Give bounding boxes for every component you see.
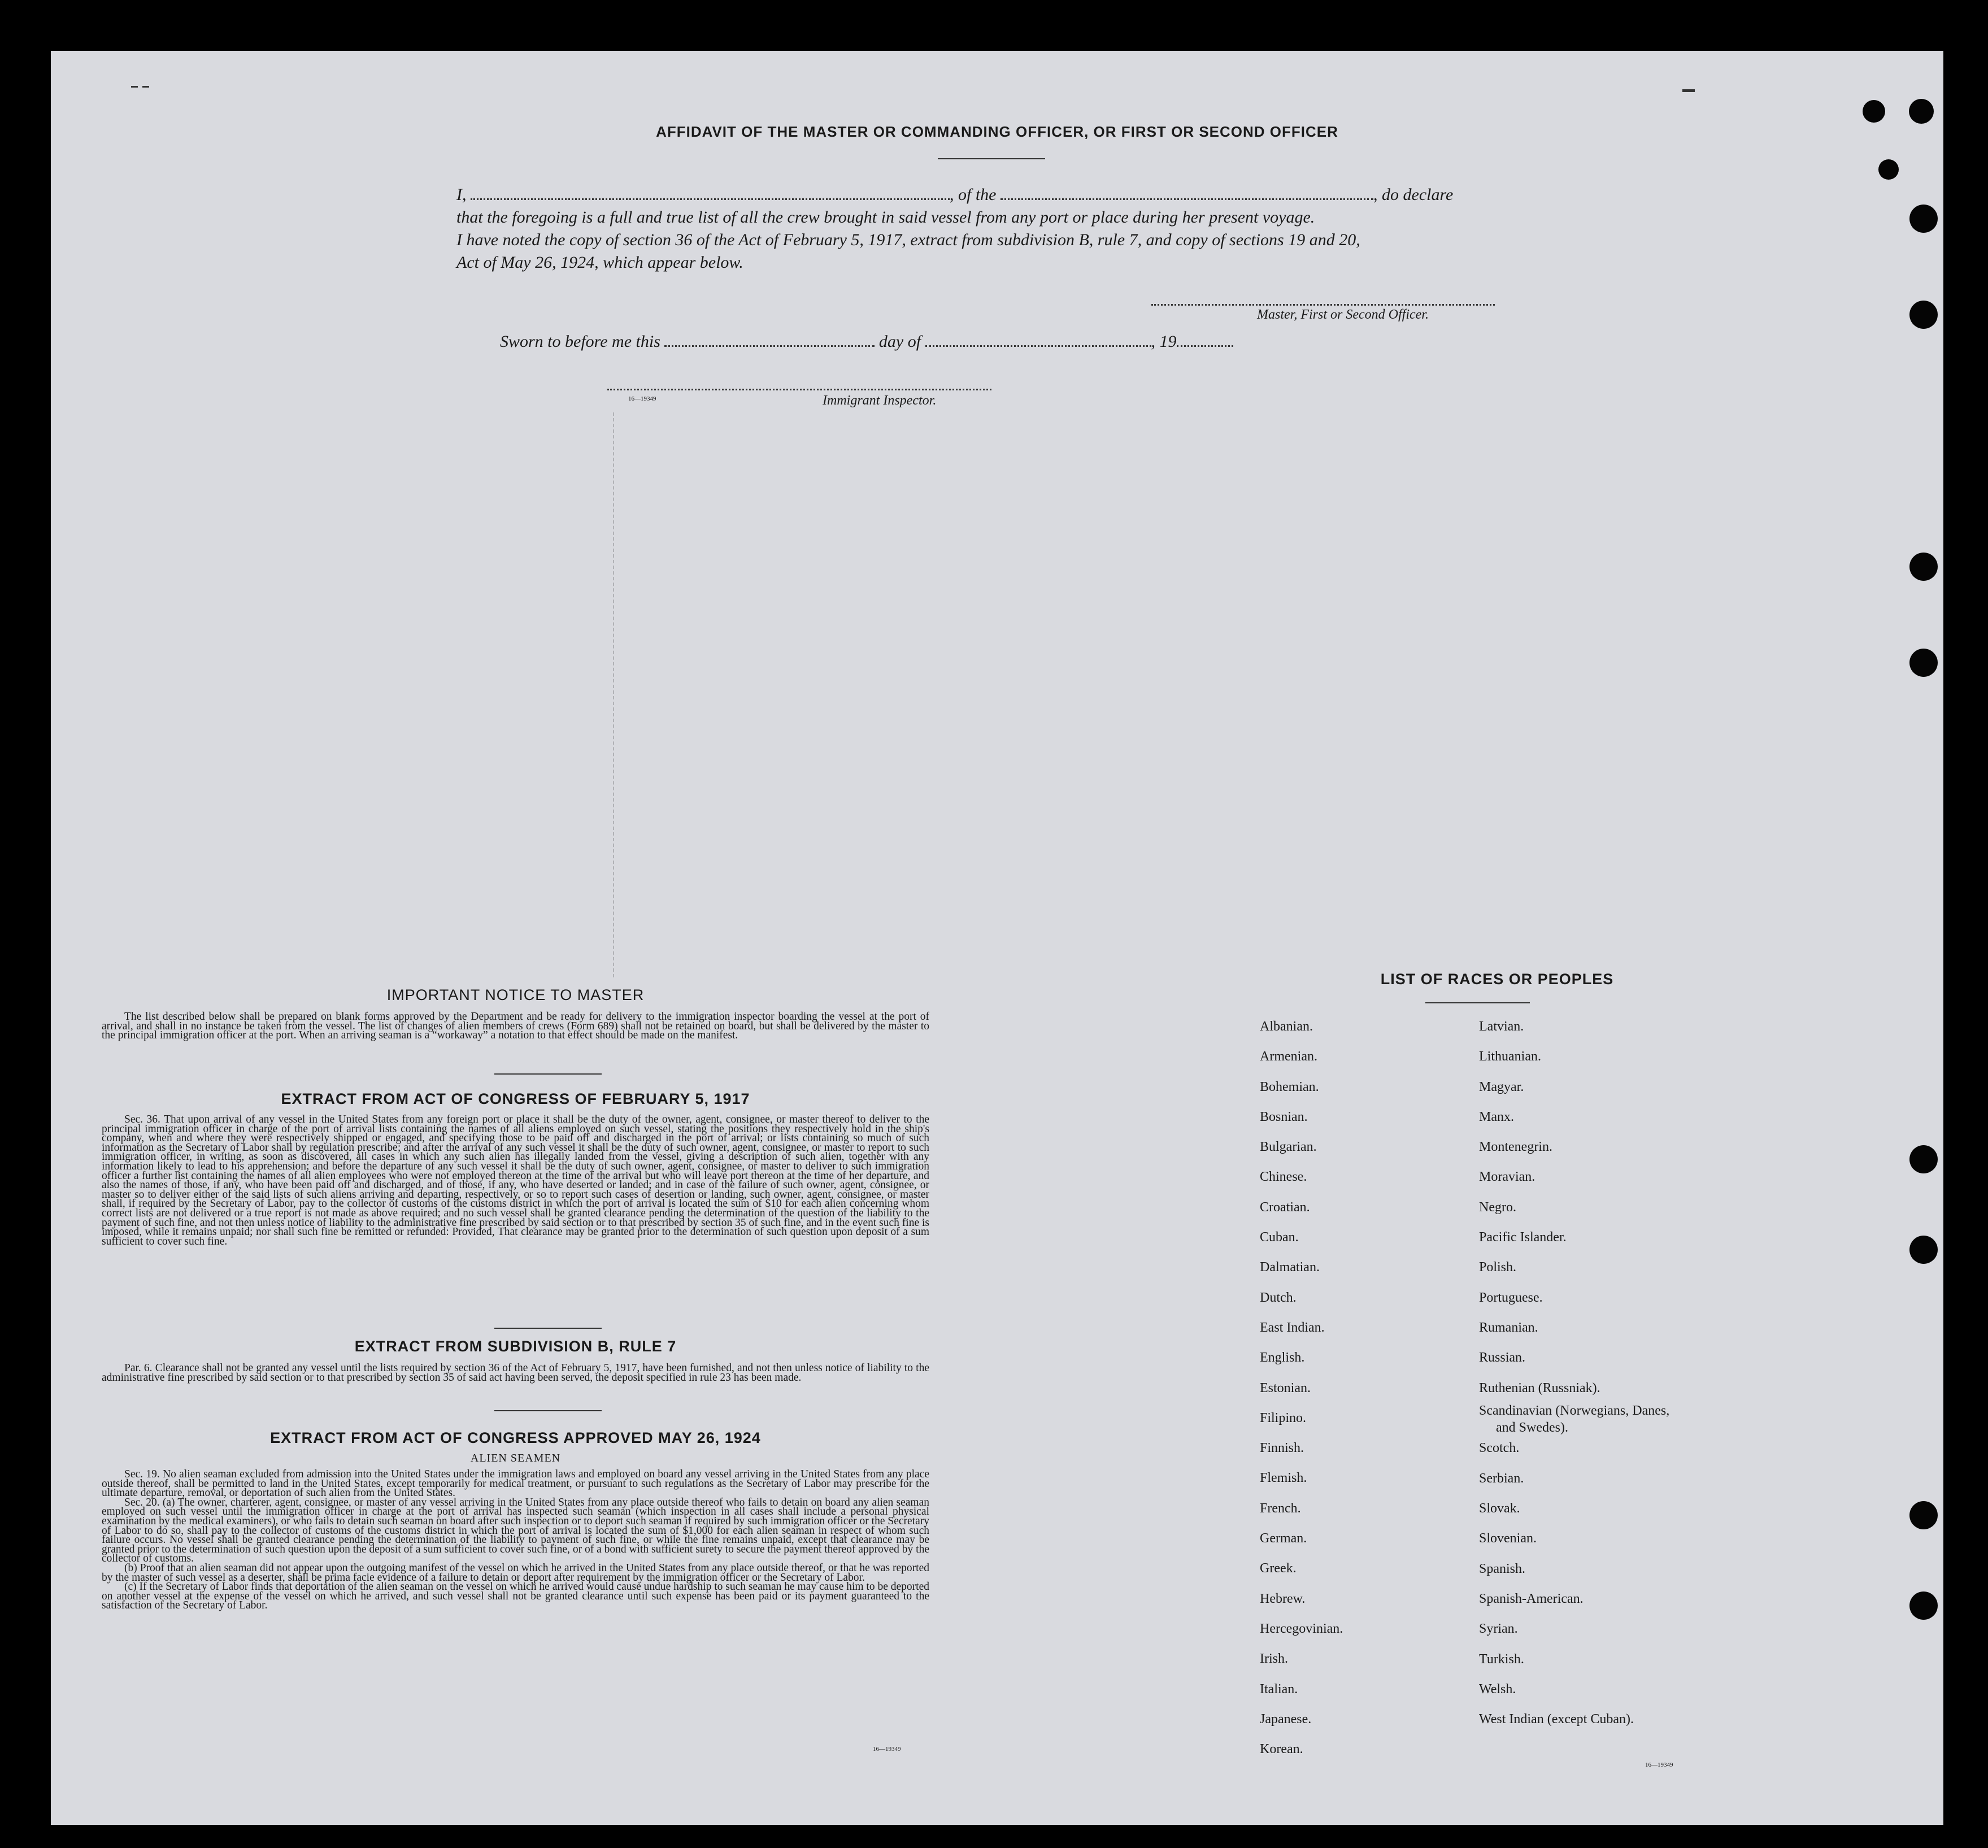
divider xyxy=(938,158,1045,159)
form-number: 16—19349 xyxy=(873,1746,901,1753)
race-item: Magyar. xyxy=(1479,1079,1524,1094)
sworn-label: Sworn to before me this xyxy=(500,332,660,351)
year-label: , 19 xyxy=(1151,332,1177,351)
race-item: Moravian. xyxy=(1479,1169,1535,1185)
punch-hole xyxy=(1909,99,1934,124)
race-item: Spanish. xyxy=(1479,1561,1526,1576)
race-item: Manx. xyxy=(1479,1109,1514,1124)
race-item: Latvian. xyxy=(1479,1019,1524,1034)
affidavit-line-3: I have noted the copy of section 36 of the Act of February 5, 1917, extract from subdivision B, rule 7, and copy of sections 19 and 20, xyxy=(456,231,1360,249)
race-item: Greek. xyxy=(1260,1561,1297,1576)
sec-20a-text: Sec. 20. (a) The owner, charterer, agent, consignee, or master of any vessel arriving in the United States from any place outside thereof who fails to detain on board any alien seaman employed on such vessel until the immigration officer in charge at the port of arrival has inspected such seaman (which inspection in all cases shall include a personal physical examination by the medical examiners), or who fails to detain such seaman on board after such inspection or to deport such seaman if required by such immigration officer or the Secretary of Labor to do so, shall pay to the collector of customs of the customs district in which the port of arrival is located the sum of $1,000 for each alien seaman in respect of whom such failure occurs. No vessel shall be granted clearance pending the determination of the liability to payment of such fine, or while the fine remains unpaid, except that clearance may be granted prior to the determination of such question upon the deposit of a sum sufficient to cover such fine, or of a bond with sufficient surety to secure the payment thereof approved by the collector of customs. xyxy=(102,1496,929,1565)
race-item: Flemish. xyxy=(1260,1471,1307,1486)
race-item: Rumanian. xyxy=(1479,1320,1538,1335)
punch-hole xyxy=(1909,553,1938,581)
race-item: Chinese. xyxy=(1260,1169,1307,1185)
race-item: Scotch. xyxy=(1479,1441,1520,1456)
race-item: Polish. xyxy=(1479,1260,1517,1275)
race-item: Russian. xyxy=(1479,1350,1526,1366)
affidavit-line-2: that the foregoing is a full and true list of all the crew brought in said vessel from any port or place during her present voyage. xyxy=(456,208,1315,227)
scan-mark xyxy=(1682,89,1695,92)
races-right-column xyxy=(1479,1018,1739,1741)
race-item: Scandinavian (Norwegians, Danes, and Swedes). xyxy=(1479,1403,1670,1435)
rule7-text: Par. 6. Clearance shall not be granted any vessel until the lists required by section 36 of the Act of February 5, 1917, have been furnished, and not then unless notice of liability to the administrative fine prescribed by said section or to that prescribed by section 35 of said act having been served, the deposit specified in rule 23 has been made. xyxy=(102,1362,929,1384)
punch-hole xyxy=(1909,1592,1938,1620)
notice-text: The list described below shall be prepared on blank forms approved by the Department and be ready for delivery to the immigration inspector boarding the vessel at the port of arrival, and shall in no instance be taken from the vessel. The list of changes of alien members of crews (Form 689) shall not be retained on board, but shall be delivered by the master to the principal immigration officer at the port. When an arriving seaman is a “workaway” a notation to that effect should be made on the manifest. xyxy=(102,1011,929,1042)
race-item: Bohemian. xyxy=(1260,1079,1319,1094)
divider xyxy=(494,1328,602,1329)
column-guide-marks xyxy=(613,412,620,977)
race-item: Croatian. xyxy=(1260,1199,1310,1215)
sworn-month-field[interactable] xyxy=(925,345,1151,347)
extract-1917-text: Sec. 36. That upon arrival of any vessel in the United States from any foreign port or place it shall be the duty of the owner, agent, consignee, or master thereof to deliver to the principal immigration officer in charge of the port of arrival lists containing the names of all aliens employed on such vessel, stating the positions they respectively hold in the ship's company, when and where they were respectively shipped or engaged, and specifying those to be paid off and discharged in the port of arrival; or lists containing so much of such information as the Secretary of Labor shall by regulation prescribe; and after the arrival of any such vessel it shall be the duty of such owner, agent, consignee, or master to report to such immigration officer, in writing, as soon as discovered, all cases in which any such alien has illegally landed from the vessel, giving a description of such alien, together with any information likely to lead to his apprehension; and before the departure of any such vessel it shall be the duty of such owner, agent, consignee, or master to deliver to such immigration officer a further list containing the names of all alien employees who were not employed thereon at the time of the arrival but who will leave port thereon at the time of her departure, and also the names of those, if any, who have been paid off and discharged, and of those, if any, who have deserted or landed; and in case of the failure of such owner, agent, consignee, or master so to deliver either of the said lists of such aliens arriving and departing, respectively, or so to report such cases of desertion or landing, such owner, agent, consignee, or master shall, if required by the Secretary of Labor, pay to the collector of customs of the customs district in which the port of arrival is located the sum of $10 for each alien concerning whom correct lists are not delivered or a true report is not made as above required; and no such vessel shall be granted clearance pending the determination of the question of the liability to the payment of such fine, and not then unless notice of liability to the administrative fine prescribed by said section or to that prescribed by section 35 of such fine, and in the event such fine is imposed, while it remains unpaid; nor shall such fine be remitted or refunded: Provided, That clearance may be granted prior to the determination of such question upon deposit of a sum sufficient to cover such fine. xyxy=(102,1114,929,1247)
race-item: Welsh. xyxy=(1479,1681,1516,1697)
i-label: I, xyxy=(456,185,467,204)
rule7-title: EXTRACT FROM SUBDIVISION B, RULE 7 xyxy=(354,1338,677,1355)
race-item: Estonian. xyxy=(1260,1380,1311,1395)
punch-hole xyxy=(1909,301,1938,329)
race-item: Dutch. xyxy=(1260,1290,1297,1305)
alien-seamen-subtitle: ALIEN SEAMEN xyxy=(470,1452,561,1464)
race-item: Slovenian. xyxy=(1479,1531,1537,1546)
race-item: Bulgarian. xyxy=(1260,1140,1317,1155)
race-item: Finnish. xyxy=(1260,1441,1304,1456)
race-item: Montenegrin. xyxy=(1479,1140,1552,1155)
race-item: Hebrew. xyxy=(1260,1591,1306,1606)
punch-hole xyxy=(1909,1236,1938,1264)
master-signature-line[interactable] xyxy=(1151,304,1495,306)
race-item: Hercegovinian. xyxy=(1260,1621,1343,1636)
divider xyxy=(1425,1002,1530,1003)
race-item: Italian. xyxy=(1260,1681,1298,1697)
divider xyxy=(494,1410,602,1411)
inspector-signature-label: Immigrant Inspector. xyxy=(823,393,937,408)
race-item: Bosnian. xyxy=(1260,1109,1308,1124)
day-of-label: day of xyxy=(878,332,921,351)
punch-hole xyxy=(1878,159,1899,180)
affidavit-line-1 xyxy=(456,185,1453,205)
race-item: Irish. xyxy=(1260,1651,1288,1667)
sec-19-text: Sec. 19. No alien seaman excluded from admission into the United States under the immigration laws and employed on board any vessel arriving in the United States from any place outside thereof, shall be permitted to land in the United States, except temporarily for medical treatment, or pursuant to such regulations as the Secretary of Labor may prescribe for the ultimate departure, removal, or deportation of such alien from the United States. xyxy=(102,1468,929,1499)
punch-hole xyxy=(1863,100,1885,123)
extract-1924-body xyxy=(102,1470,929,1611)
race-item: Japanese. xyxy=(1260,1711,1312,1727)
name-field[interactable] xyxy=(471,198,950,200)
race-item: Albanian. xyxy=(1260,1019,1313,1034)
race-item: Ruthenian (Russniak). xyxy=(1479,1380,1600,1395)
vessel-field[interactable] xyxy=(1000,198,1373,200)
punch-hole xyxy=(1909,205,1938,233)
scan-mark xyxy=(142,86,149,88)
race-item: East Indian. xyxy=(1260,1320,1325,1335)
race-item: English. xyxy=(1260,1350,1305,1366)
race-item: Serbian. xyxy=(1479,1471,1524,1486)
sworn-day-field[interactable] xyxy=(664,345,875,347)
race-item: Slovak. xyxy=(1479,1501,1520,1516)
of-the-label: , of the xyxy=(950,185,997,204)
race-item: Filipino. xyxy=(1260,1410,1307,1425)
race-item: Armenian. xyxy=(1260,1049,1317,1064)
race-item: West Indian (except Cuban). xyxy=(1479,1712,1634,1727)
race-item: Turkish. xyxy=(1479,1651,1524,1667)
sworn-year-field[interactable] xyxy=(1177,345,1233,347)
extract-1917-title: EXTRACT FROM ACT OF CONGRESS OF FEBRUARY 5, 1917 xyxy=(281,1090,750,1107)
race-item: Negro. xyxy=(1479,1199,1516,1215)
race-item: French. xyxy=(1260,1501,1301,1516)
inspector-signature-line[interactable] xyxy=(607,389,991,390)
races-left-column xyxy=(1260,1018,1452,1771)
punch-hole xyxy=(1909,1145,1938,1173)
do-declare-label: , do declare xyxy=(1373,185,1454,204)
race-item: Portuguese. xyxy=(1479,1290,1543,1305)
sworn-line xyxy=(500,332,1233,351)
race-item: Pacific Islander. xyxy=(1479,1230,1567,1245)
form-number: 16—19349 xyxy=(1645,1762,1673,1768)
notice-title: IMPORTANT NOTICE TO MASTER xyxy=(386,986,645,1003)
punch-hole xyxy=(1909,649,1938,677)
scan-mark xyxy=(131,86,138,88)
race-item: Korean. xyxy=(1260,1742,1303,1757)
form-number: 16—19349 xyxy=(628,395,656,402)
master-signature-label: Master, First or Second Officer. xyxy=(1257,307,1429,322)
divider xyxy=(494,1073,602,1075)
punch-hole xyxy=(1909,1501,1938,1529)
sec-20b-text: (b) Proof that an alien seaman did not appear upon the outgoing manifest of the vessel on which he arrived in the United States from any place outside thereof, or that he was reported by the master of such vessel as a deserter, shall be prima facie evidence of a failure to detain or deport after requirement by the immigration officer or the Secretary of Labor. xyxy=(102,1562,929,1584)
race-item: Spanish-American. xyxy=(1479,1591,1584,1606)
sec-20c-text: (c) If the Secretary of Labor finds that deportation of the alien seaman on the vessel on which he arrived would cause undue hardship to such seaman he may cause him to be deported on another vessel at the expense of the vessel on which he arrived, and such vessel shall not be granted clearance until such expense has been paid or its payment guaranteed to the satisfaction of the Secretary of Labor. xyxy=(102,1581,929,1612)
document-page xyxy=(51,51,1943,1825)
affidavit-title: AFFIDAVIT OF THE MASTER OR COMMANDING OFFICER, OR FIRST OR SECOND OFFICER xyxy=(656,123,1338,140)
race-item: German. xyxy=(1260,1531,1307,1546)
affidavit-line-4: Act of May 26, 1924, which appear below. xyxy=(456,253,743,272)
race-item: Dalmatian. xyxy=(1260,1260,1320,1275)
race-item: Syrian. xyxy=(1479,1621,1518,1637)
races-title: LIST OF RACES OR PEOPLES xyxy=(1380,971,1614,988)
extract-1924-title: EXTRACT FROM ACT OF CONGRESS APPROVED MAY 26, 1924 xyxy=(270,1429,761,1446)
race-item: Cuban. xyxy=(1260,1230,1299,1245)
race-item: Lithuanian. xyxy=(1479,1049,1541,1064)
